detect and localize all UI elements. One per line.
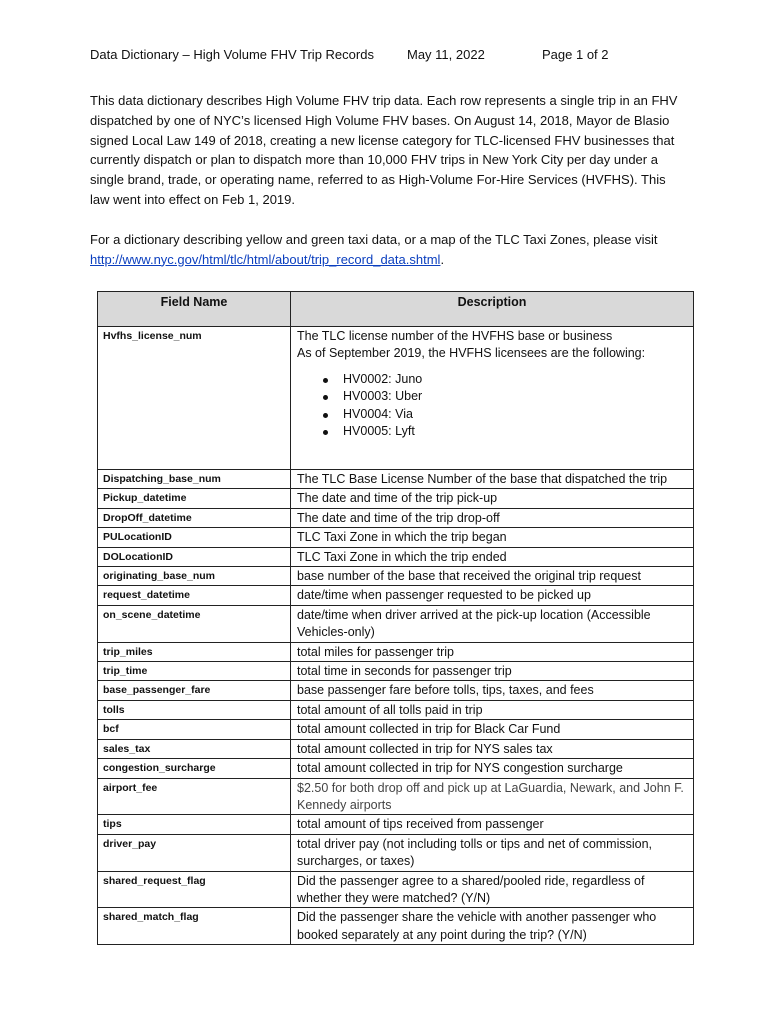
field-name-cell: sales_tax <box>98 739 291 758</box>
table-row <box>98 739 694 758</box>
description-cell: $2.50 for both drop off and pick up at LaGuardia, Newark, and John F. Kennedy airports <box>291 778 694 815</box>
list-item: HV0005: Lyft <box>323 423 687 440</box>
table-row <box>98 470 694 489</box>
description-line: The TLC license number of the HVFHS base or business <box>297 329 613 343</box>
reference-trailing: . <box>440 251 445 267</box>
field-name-cell: trip_time <box>98 662 291 681</box>
table-row <box>98 759 694 778</box>
table-row <box>98 547 694 566</box>
field-name-cell: trip_miles <box>98 642 291 661</box>
field-name-cell: tolls <box>98 700 291 719</box>
description-cell: total miles for passenger trip <box>291 642 694 661</box>
field-name-cell: driver_pay <box>98 834 291 871</box>
table-row <box>98 586 694 605</box>
description-cell: The TLC Base License Number of the base that dispatched the trip <box>291 470 694 489</box>
description-cell: total amount collected in trip for NYS sales tax <box>291 739 694 758</box>
table-row <box>98 681 694 700</box>
field-name-cell: DropOff_datetime <box>98 508 291 527</box>
field-name-cell: on_scene_datetime <box>98 605 291 642</box>
description-cell: total driver pay (not including tolls or tips and net of commission, surcharges, or taxes) <box>291 834 694 871</box>
table-row <box>98 778 694 815</box>
document-date: May 11, 2022 <box>407 47 485 62</box>
field-name-cell: originating_base_num <box>98 567 291 586</box>
trip-record-link[interactable]: http://www.nyc.gov/html/tlc/html/about/trip_record_data.shtml <box>90 251 441 267</box>
table-row <box>98 662 694 681</box>
field-name-cell: airport_fee <box>98 778 291 815</box>
field-name-cell: Pickup_datetime <box>98 489 291 508</box>
table-row <box>98 834 694 871</box>
licensee-list <box>297 371 687 441</box>
table-row <box>98 700 694 719</box>
description-cell: base passenger fare before tolls, tips, taxes, and fees <box>291 681 694 700</box>
field-name-header: Field Name <box>98 292 291 327</box>
description-cell: total amount of all tolls paid in trip <box>291 700 694 719</box>
table-row <box>98 642 694 661</box>
reference-text: For a dictionary describing yellow and green taxi data, or a map of the TLC Taxi Zones, please visit <box>90 231 658 247</box>
table-row <box>98 528 694 547</box>
description-cell: total time in seconds for passenger trip <box>291 662 694 681</box>
table-row <box>98 327 694 470</box>
table-row <box>98 871 694 908</box>
table-row <box>98 508 694 527</box>
description-cell: The date and time of the trip pick-up <box>291 489 694 508</box>
description-cell: Did the passenger share the vehicle with another passenger who booked separately at any point during the trip? (Y/N) <box>291 908 694 945</box>
field-name-cell: Dispatching_base_num <box>98 470 291 489</box>
document-title: Data Dictionary – High Volume FHV Trip Records <box>90 47 374 62</box>
description-cell: TLC Taxi Zone in which the trip ended <box>291 547 694 566</box>
field-name-cell: Hvfhs_license_num <box>98 327 291 470</box>
intro-paragraph: This data dictionary describes High Volume FHV trip data. Each row represents a single trip in an FHV dispatched by one of NYC’s licensed High Volume FHV bases. On August 14, 2018, Mayor de Blasio signed Local Law 149 of 2018, creating a new license category for TLC-licensed FHV businesses that currently dispatch or plan to dispatch more than 10,000 FHV trips in New York City per day under a single brand, trade, or operating name, referred to as High-Volume For-Hire Services (HVFHS). This law went into effect on Feb 1, 2019. <box>90 93 678 207</box>
field-name-cell: congestion_surcharge <box>98 759 291 778</box>
table-row <box>98 720 694 739</box>
table-row <box>98 567 694 586</box>
description-line: As of September 2019, the HVFHS licensees are the following: <box>297 346 646 361</box>
list-item: HV0002: Juno <box>323 371 687 388</box>
page-number: Page 1 of 2 <box>542 47 609 62</box>
description-cell: date/time when driver arrived at the pick-up location (Accessible Vehicles-only) <box>291 605 694 642</box>
description-cell: Did the passenger agree to a shared/pooled ride, regardless of whether they were matched? (Y/N) <box>291 871 694 908</box>
field-name-cell: shared_match_flag <box>98 908 291 945</box>
intro-section <box>90 91 680 269</box>
field-name-cell: base_passenger_fare <box>98 681 291 700</box>
description-cell: total amount of tips received from passenger <box>291 815 694 834</box>
table-row <box>98 908 694 945</box>
description-cell: total amount collected in trip for NYS congestion surcharge <box>291 759 694 778</box>
reference-paragraph <box>90 230 680 270</box>
description-header: Description <box>291 292 694 327</box>
table-row <box>98 815 694 834</box>
table-row <box>98 605 694 642</box>
list-item: HV0003: Uber <box>323 388 687 405</box>
field-name-cell: DOLocationID <box>98 547 291 566</box>
field-name-cell: PULocationID <box>98 528 291 547</box>
description-cell: total amount collected in trip for Black Car Fund <box>291 720 694 739</box>
description-cell: TLC Taxi Zone in which the trip began <box>291 528 694 547</box>
table-row <box>98 489 694 508</box>
description-cell: The date and time of the trip drop-off <box>291 508 694 527</box>
table-header-row <box>98 292 694 327</box>
page-header <box>90 47 710 67</box>
data-dictionary-table <box>97 291 694 945</box>
description-cell: date/time when passenger requested to be picked up <box>291 586 694 605</box>
field-name-cell: request_datetime <box>98 586 291 605</box>
field-name-cell: tips <box>98 815 291 834</box>
field-name-cell: bcf <box>98 720 291 739</box>
description-cell: base number of the base that received the original trip request <box>291 567 694 586</box>
field-name-cell: shared_request_flag <box>98 871 291 908</box>
list-item: HV0004: Via <box>323 406 687 423</box>
description-cell <box>291 327 694 470</box>
